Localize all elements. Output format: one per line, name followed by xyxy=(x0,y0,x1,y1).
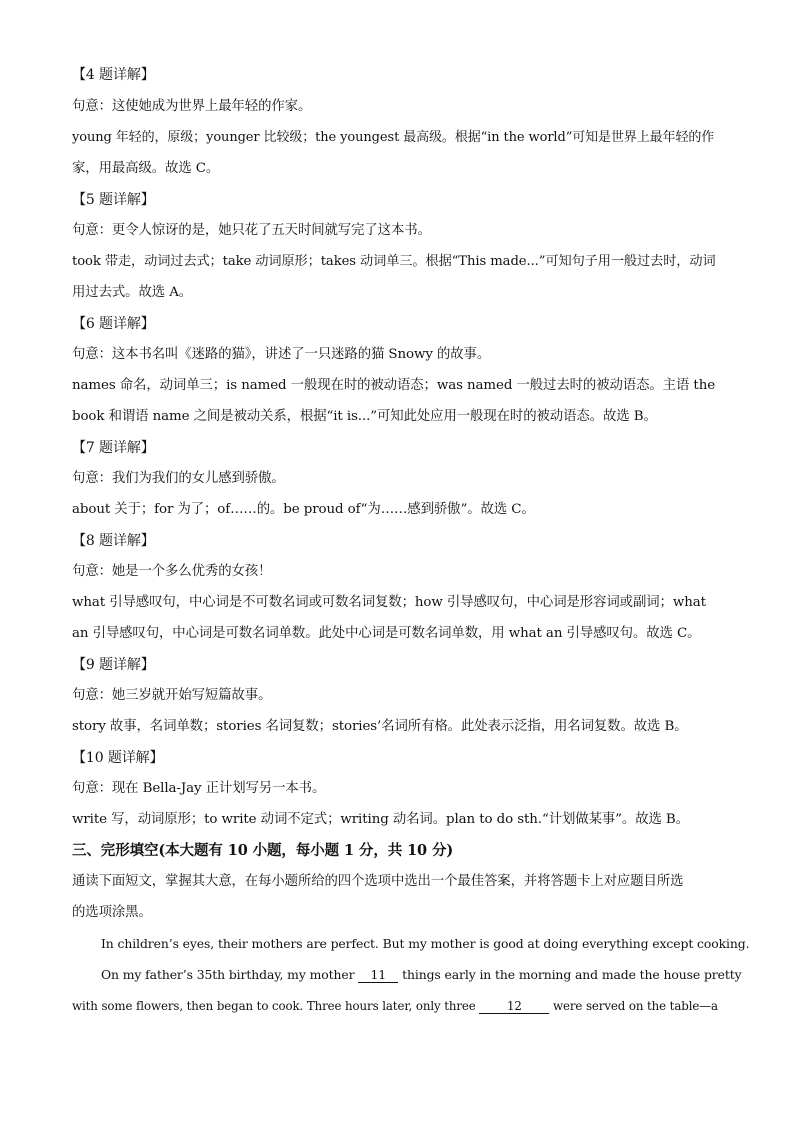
blank-12: 12 xyxy=(479,999,549,1014)
text-line: names 命名，动词单三；is named 一般现在时的被动语态；was named 一般过去时的被动语态。主语 the xyxy=(72,378,716,393)
text-line: 句意：这本书名叫《迷路的猫》，讲述了一只迷路的猫 Snowy 的故事。 xyxy=(72,347,491,362)
text-line: 句意：她是一个多么优秀的女孩！ xyxy=(72,564,272,579)
text-line: 用过去式。故选 A。 xyxy=(72,285,193,300)
heading-q6: 【6 题详解】 xyxy=(72,316,155,332)
text-line: book 和谓语 name 之间是被动关系，根据“it is...”可知此处应用一般现在时的被动语态。故选 B。 xyxy=(72,409,657,424)
text-line: 句意：这使她成为世界上最年轻的作家。 xyxy=(72,99,312,114)
text-line: an 引导感叹句，中心词是可数名词单数。此处中心词是可数名词单数，用 what an 引导感叹句。故选 C。 xyxy=(72,626,701,641)
text-line: about 关于；for 为了；of……的。be proud of“为……感到骄傲”。故选 C。 xyxy=(72,502,535,517)
passage-text: were served on the table—a xyxy=(549,999,718,1013)
section-heading: 三、完形填空(本大题有 10 小题，每小题 1 分，共 10 分) xyxy=(72,842,454,859)
passage-line: In children’s eyes, their mothers are perfect. But my mother is good at doing everything except cooking. xyxy=(101,936,750,951)
passage-line xyxy=(101,966,751,984)
text-line: story 故事，名词单数；stories 名词复数；stories’名词所有格。此处表示泛指，用名词复数。故选 B。 xyxy=(72,719,688,734)
instruction-line: 的选项涂黑。 xyxy=(72,905,152,920)
heading-q7: 【7 题详解】 xyxy=(72,440,155,456)
instruction-line: 通读下面短文，掌握其大意，在每小题所给的四个选项中选出一个最佳答案，并将答题卡上对应题目所选 xyxy=(72,874,684,889)
text-line: write 写，动词原形；to write 动词不定式；writing 动名词。plan to do sth.“计划做某事”。故选 B。 xyxy=(72,812,689,827)
heading-q5: 【5 题详解】 xyxy=(72,192,155,208)
text-line: 句意：我们为我们的女儿感到骄傲。 xyxy=(72,471,285,486)
heading-q9: 【9 题详解】 xyxy=(72,657,155,673)
heading-q4: 【4 题详解】 xyxy=(72,67,155,83)
text-line: took 带走，动词过去式；take 动词原形；takes 动词单三。根据“This made...”可知句子用一般过去时，动词 xyxy=(72,254,716,269)
text-line: what 引导感叹句，中心词是不可数名词或可数名词复数；how 引导感叹句，中心词是形容词或副词；what xyxy=(72,595,706,610)
passage-text: things early in the morning and made the house pretty xyxy=(398,967,742,982)
text-line: 句意：她三岁就开始写短篇故事。 xyxy=(72,688,272,703)
passage-text: On my father’s 35th birthday, my mother xyxy=(101,967,359,982)
text-line: 句意：现在 Bella-Jay 正计划写另一本书。 xyxy=(72,781,326,796)
passage-line xyxy=(72,997,722,1015)
text-line: young 年轻的，原级；younger 比较级；the youngest 最高级。根据“in the world”可知是世界上最年轻的作 xyxy=(72,130,715,145)
text-line: 句意：更令人惊讶的是，她只花了五天时间就写完了这本书。 xyxy=(72,223,431,238)
heading-q10: 【10 题详解】 xyxy=(72,750,164,766)
blank-11: 11 xyxy=(358,968,398,983)
heading-q8: 【8 题详解】 xyxy=(72,533,155,549)
text-line: 家，用最高级。故选 C。 xyxy=(72,161,220,176)
passage-text: with some flowers, then began to cook. Three hours later, only three xyxy=(72,999,480,1013)
